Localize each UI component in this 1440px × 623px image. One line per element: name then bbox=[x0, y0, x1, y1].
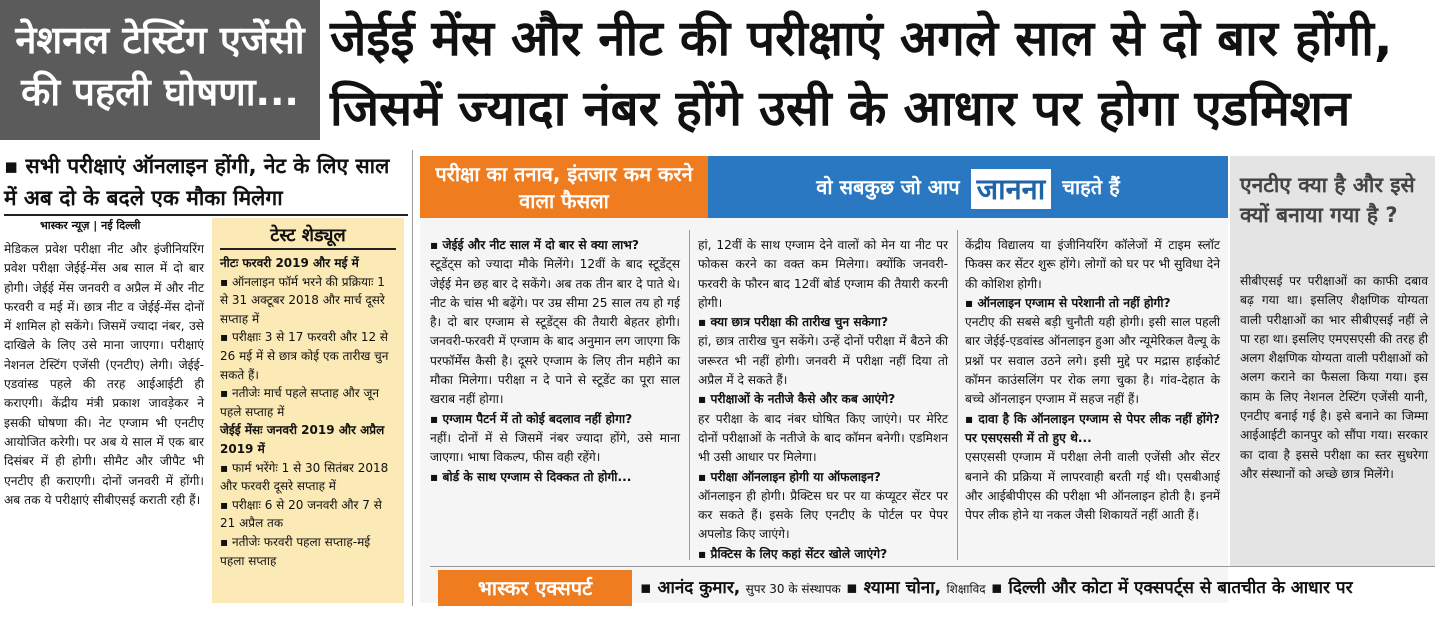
expert-1-name: ▪ आनंद कुमार, bbox=[640, 578, 741, 598]
schedule-neet-exam: ▪ परीक्षाः 3 से 17 फरवरी और 12 से 26 मई में से छात्र कोई एक तारीख चुन सकते हैं। bbox=[220, 330, 389, 382]
qa-answer: केंद्रीय विद्यालय या इंजीनियरिंग कॉलेजों में टाइम स्लॉट फिक्स कर सेंटर शुरू होंगे। लोगों को घर पर भी सुविधा देने की कोशिश होगी। bbox=[965, 238, 1220, 291]
byline: भास्कर न्यूज़ | नई दिल्ली bbox=[40, 219, 141, 232]
column-divider bbox=[689, 230, 690, 560]
qa-question: ▪ क्या छात्र परीक्षा की तारीख चुन सकेगा? bbox=[698, 315, 889, 330]
expert-list bbox=[640, 570, 1435, 606]
divider bbox=[4, 214, 408, 216]
qa-answer: हर परीक्षा के बाद नंबर घोषित किए जाएंगे। पर मेरिट दोनों परीक्षाओं के नतीजे के बाद कॉमन बनेगी। एडमिशन भी उसी आधार पर मिलेगा। bbox=[698, 411, 948, 465]
qa-answer: हां, 12वीं के साथ एग्जाम देने वालों को मेन या नीट पर फोकस करने का वक्त कम मिलेगा। क्योंकि जनवरी-फरवरी के फौरन बाद 12वीं बोर्ड एग्जाम की तैयारी करनी होगी। bbox=[698, 238, 948, 310]
qa-column-1 bbox=[430, 236, 680, 487]
blue-banner-post: चाहते हैं bbox=[1062, 175, 1120, 199]
schedule-neet-heading: नीटः फरवरी 2019 और मई में bbox=[220, 256, 359, 270]
blue-banner-highlight: जानना bbox=[971, 169, 1052, 209]
nta-question: एनटीए क्या है और इसे क्यों बनाया गया है ? bbox=[1240, 173, 1415, 227]
schedule-jee-form: ▪ फार्म भरेंगेः 1 से 30 सितंबर 2018 और फरवरी दूसरे सप्ताह में bbox=[220, 460, 389, 494]
expert-2-name: ▪ श्यामा चोना, bbox=[846, 578, 942, 598]
schedule-jee-heading: जेईई मेंसः जनवरी 2019 और अप्रैल 2019 में bbox=[220, 423, 385, 456]
qa-question: ▪ परीक्षाओं के नतीजे कैसे और कब आएंगे? bbox=[698, 392, 896, 407]
qa-answer: नहीं। दोनों में से जिसमें नंबर ज्यादा होंगे, उसे माना जाएगा। भाषा विकल्प, फीस वही रहेंगे। bbox=[430, 430, 680, 465]
schedule-neet-result: ▪ नतीजेः मार्च पहले सप्ताह और जून पहले सप्ताह में bbox=[220, 386, 380, 419]
qa-answer: ऑनलाइन ही होगी। प्रैक्टिस घर पर या कंप्यूटर सेंटर पर कर सकते हैं। इसके लिए एनटीए के पोर्टल पर पेपर अपलोड किए जाएंगे। bbox=[698, 488, 948, 542]
lead-paragraph: मेडिकल प्रवेश परीक्षा नीट और इंजीनियरिंग प्रवेश परीक्षा जेईई-मेंस अब साल में दो बार होगी। जेईई मेंस जनवरी व अप्रैल में और नीट फरवरी व मई में। छात्र नीट व जेईई-मेंस दोनों में शामिल हो सकेंगे। जिसमें ज्यादा नंबर, उसे दाखिले के लिए उसे माना जाएगा। परीक्षाएं नेशनल टेस्टिंग एजेंसी (एनटीए) लेगी। जेईई-एडवांस्ड पहले की तरह आईआईटी ही कराएगी। केंद्रीय मंत्री प्रकाश जावड़ेकर ने इसकी घोषणा की। नेट एग्जाम भी एनटीए आयोजित करेगी। पर अब ये साल में एक बार दिसंबर में ही होगी। सीमैट और जीपैट भी एनटीए ही कराएगी। दोनों जनवरी में होंगी। अब तक ये परीक्षाएं सीबीएसई कराती रही हैं। bbox=[4, 242, 204, 507]
headline-line-1: जेईई मेंस और नीट की परीक्षाएं अगले साल से दो बार होंगी, bbox=[330, 10, 1393, 67]
schedule-title: टेस्ट शेड्यूल bbox=[220, 224, 396, 250]
headline-line-2: जिसमें ज्यादा नंबर होंगे उसी के आधार पर होगा एडमिशन bbox=[330, 80, 1351, 137]
expert-note: ▪ दिल्ली और कोटा में एक्सपर्ट्स से बातचीत के आधार पर bbox=[991, 578, 1353, 598]
orange-banner: परीक्षा का तनाव, इंतजार कम करने वाला फैसला bbox=[420, 156, 708, 218]
qa-column-2 bbox=[698, 236, 948, 564]
nta-text: सीबीएसई पर परीक्षाओं का काफी दबाव बढ़ गया था। इसलिए शैक्षणिक योग्यता वाली परीक्षाओं का भार सीबीएसई नहीं ले पा रहा था। इसलिए एमएसएसी की तरह ही अलग शैक्षणिक योग्यता वाली परीक्षाओं को अलग कराने का फैसला किया गया। इस काम के लिए नेशनल टेस्टिंग एजेंसी यानी, एनटीए बनाई गई है। इसे बनाने का जिम्मा आईआईटी कानपुर को सौंपा गया। सरकार का दावा है इससे परीक्षा का स्तर सुधरेगा और संस्थानों को अच्छे छात्र मिलेंगे। bbox=[1240, 274, 1428, 481]
nta-text-block bbox=[1240, 272, 1428, 484]
schedule-neet-form: ▪ ऑनलाइन फॉर्म भरने की प्रक्रियाः 1 से 31 अक्टूबर 2018 और मार्च दूसरे सप्ताह में bbox=[220, 274, 385, 326]
qa-question: ▪ जेईई और नीट साल में दो बार से क्या लाभ? bbox=[430, 238, 639, 252]
qa-answer: स्टूडेंट्स को ज्यादा मौके मिलेंगे। 12वीं के बाद स्टूडेंट्स जेईई मेन छह बार दे सकेंगे। अब तक तीन बार दे पाते थे। नीट के चांस भी बढ़ेंगे। पर उम्र सीमा 25 साल तय हो गई है। दो बार एग्जाम से स्टूडेंट्स की तैयारी बेहतर होगी। जनवरी-फरवरी में एग्जाम के बाद अनुमान लग जाएगा कि परफॉर्मेंस कैसी है। दूसरे एग्जाम के लिए तीन महीने का मौका मिलेगा। परीक्षा न दे पाने से स्टूडेंट का पूरा साल खराब नहीं होगा। bbox=[430, 257, 680, 407]
lead-article bbox=[4, 240, 204, 510]
blue-banner-pre: वो सबकुछ जो आप bbox=[816, 175, 960, 199]
headline bbox=[330, 4, 1435, 144]
qa-answer: एसएससी एग्जाम में परीक्षा लेनी वाली एजेंसी और सेंटर बनाने की प्रक्रिया में लापरवाही बरती गई थी। एसबीआई और आईबीपीएस की परीक्षा भी ऑनलाइन होती है। इनमें पेपर लीक होने या नकल जैसी शिकायतें नहीं आती हैं। bbox=[965, 450, 1220, 523]
column-divider bbox=[412, 150, 413, 606]
qa-column-3 bbox=[965, 236, 1220, 525]
qa-question: ▪ दावा है कि ऑनलाइन एग्जाम से पेपर लीक नहीं होंगे? पर एसएससी में तो हुए थे... bbox=[965, 411, 1220, 445]
expert-label: भास्कर एक्सपर्ट bbox=[438, 570, 632, 606]
schedule-jee-result: ▪ नतीजेः फरवरी पहला सप्ताह-मई पहला सप्ताह bbox=[220, 534, 371, 568]
qa-answer: एनटीए की सबसे बड़ी चुनौती यही होगी। इसी साल पहली बार जेईई-एडवांस्ड ऑनलाइन हुआ और न्यूमेरिकल वैल्यू के प्रश्नों पर सवाल उठने लगे। इसी मुद्दे पर मद्रास हाईकोर्ट कॉमन काउंसलिंग पर रोक लगा चुका है। गांव-देहात के बच्चे ऑनलाइन एग्जाम में सहज नहीं हैं। bbox=[965, 315, 1220, 407]
qa-question: ▪ परीक्षा ऑनलाइन होगी या ऑफलाइन? bbox=[698, 469, 881, 484]
qa-question: ▪ एग्जाम पैटर्न में तो कोई बदलाव नहीं होगा? bbox=[430, 411, 633, 426]
blue-banner bbox=[708, 156, 1228, 218]
expert-1-role: सुपर 30 के संस्थापक bbox=[745, 582, 841, 596]
qa-answer: हां, छात्र तारीख चुन सकेंगे। उन्हें दोनों परीक्षा में बैठने की जरूरत भी नहीं होगी। जनवरी में परीक्षा नहीं दिया तो अप्रैल में दे सकते हैं। bbox=[698, 334, 948, 388]
kicker-box: नेशनल टेस्टिंग एजेंसी की पहली घोषणा... bbox=[0, 0, 320, 140]
column-divider bbox=[957, 230, 958, 560]
qa-question: ▪ ऑनलाइन एग्जाम से परेशानी तो नहीं होगी? bbox=[965, 295, 1171, 310]
subdeck: ▪ सभी परीक्षाएं ऑनलाइन होंगी, नेट के लिए साल में अब दो के बदले एक मौका मिलेगा bbox=[4, 154, 390, 210]
qa-question: ▪ बोर्ड के साथ एग्जाम से दिक्कत तो होगी... bbox=[430, 469, 632, 484]
schedule-jee-exam: ▪ परीक्षाः 6 से 20 जनवरी और 7 से 21 अप्रैल तक bbox=[220, 497, 382, 531]
test-schedule-box bbox=[212, 218, 404, 603]
expert-2-role: शिक्षाविद bbox=[946, 582, 986, 596]
divider bbox=[430, 566, 1435, 567]
qa-question: ▪ प्रैक्टिस के लिए कहां सेंटर खोले जाएंगे? bbox=[698, 546, 888, 561]
